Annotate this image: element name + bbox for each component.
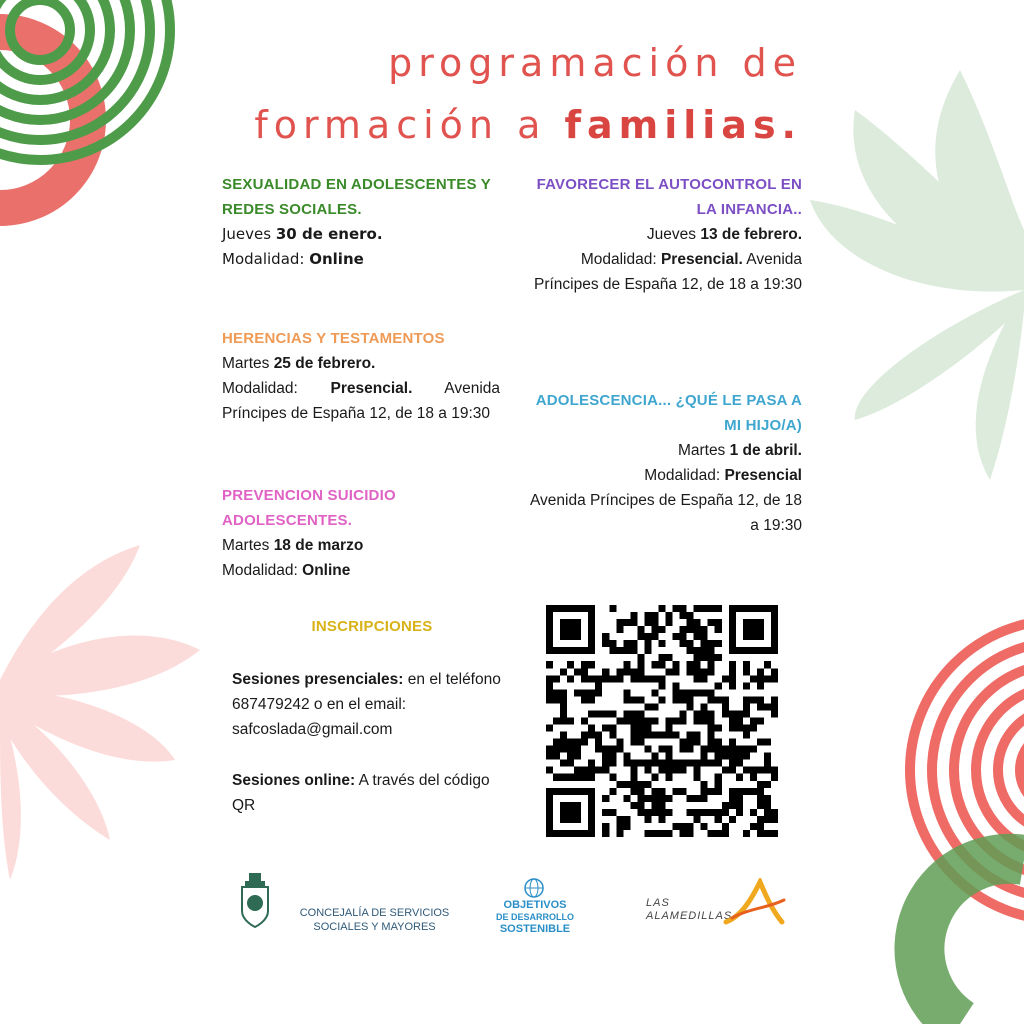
crest-icon — [238, 873, 272, 929]
concentric-arcs-decoration — [919, 859, 1024, 1024]
qr-finder-pattern — [729, 605, 778, 654]
un-globe-icon — [522, 877, 546, 899]
petal-flower-decoration — [0, 545, 200, 880]
session-mode: Modalidad: Online — [222, 562, 351, 579]
session-heading: PREVENCION SUICIDIO ADOLESCENTES. — [222, 487, 396, 529]
petal-flower-decoration — [810, 70, 1024, 480]
session-date: Jueves 30 de enero. — [222, 225, 383, 243]
session-heading: ADOLESCENCIA... ¿QUÉ LE PASA A MI HIJO/A) — [535, 392, 802, 434]
session-mode: Modalidad: Presencial — [644, 467, 802, 484]
ods-logo-text: OBJETIVOS DE DESARROLLO SOSTENIBLE — [495, 899, 574, 935]
session-heading: HERENCIAS Y TESTAMENTOS — [222, 330, 445, 347]
session-date: Jueves 13 de febrero. — [646, 226, 802, 243]
page-title: programación de — [388, 41, 802, 85]
a-swoosh-logo — [722, 878, 788, 928]
qr-finder-pattern — [546, 788, 595, 837]
session-mode: Modalidad: Presencial. Avenida Príncipes de España 12, de 18 a 19:30 — [533, 251, 802, 293]
registration-heading: INSCRIPCIONES — [311, 618, 433, 635]
session-sexualidad — [222, 172, 492, 272]
session-autocontrol — [520, 172, 802, 297]
session-mode: Modalidad: Presencial. Avenida Príncipes de España 12, de 18 a 19:30 — [222, 380, 500, 422]
registration-section — [232, 614, 502, 818]
session-address: Avenida Príncipes de España 12, de 18 a 19:30 — [529, 492, 802, 534]
session-heading: SEXUALIDAD EN ADOLESCENTES Y REDES SOCIALES. — [222, 176, 491, 218]
session-date: Martes 18 de marzo — [222, 537, 364, 554]
concentric-arcs-decoration — [0, 0, 170, 208]
session-heading: FAVORECER EL AUTOCONTROL EN LA INFANCIA.. — [536, 176, 802, 218]
session-prevencion — [222, 483, 522, 583]
session-date: Martes 1 de abril. — [677, 442, 802, 459]
qr-finder-pattern — [546, 605, 595, 654]
page-title-line2: formación a familias. — [254, 103, 802, 147]
concejalia-logo-text: CONCEJALÍA DE SERVICIOS SOCIALES Y MAYORES — [299, 907, 450, 933]
registration-online: Sesiones online: A través del código QR — [232, 772, 490, 814]
session-adolescencia — [520, 388, 802, 538]
qr-code[interactable] — [546, 605, 778, 837]
session-mode: Modalidad: Online — [222, 250, 364, 268]
session-herencias — [222, 326, 500, 426]
alamedillas-logo-text: LAS ALAMEDILLAS — [646, 897, 733, 922]
session-date: Martes 25 de febrero. — [222, 355, 376, 372]
registration-email[interactable]: en el teléfono 687479242 o en el email: safcoslada@gmail.com — [232, 671, 501, 738]
registration-presencial: Sesiones presenciales: en el teléfono 687479242 o en el email: safcoslada@gmail.com — [232, 671, 501, 738]
